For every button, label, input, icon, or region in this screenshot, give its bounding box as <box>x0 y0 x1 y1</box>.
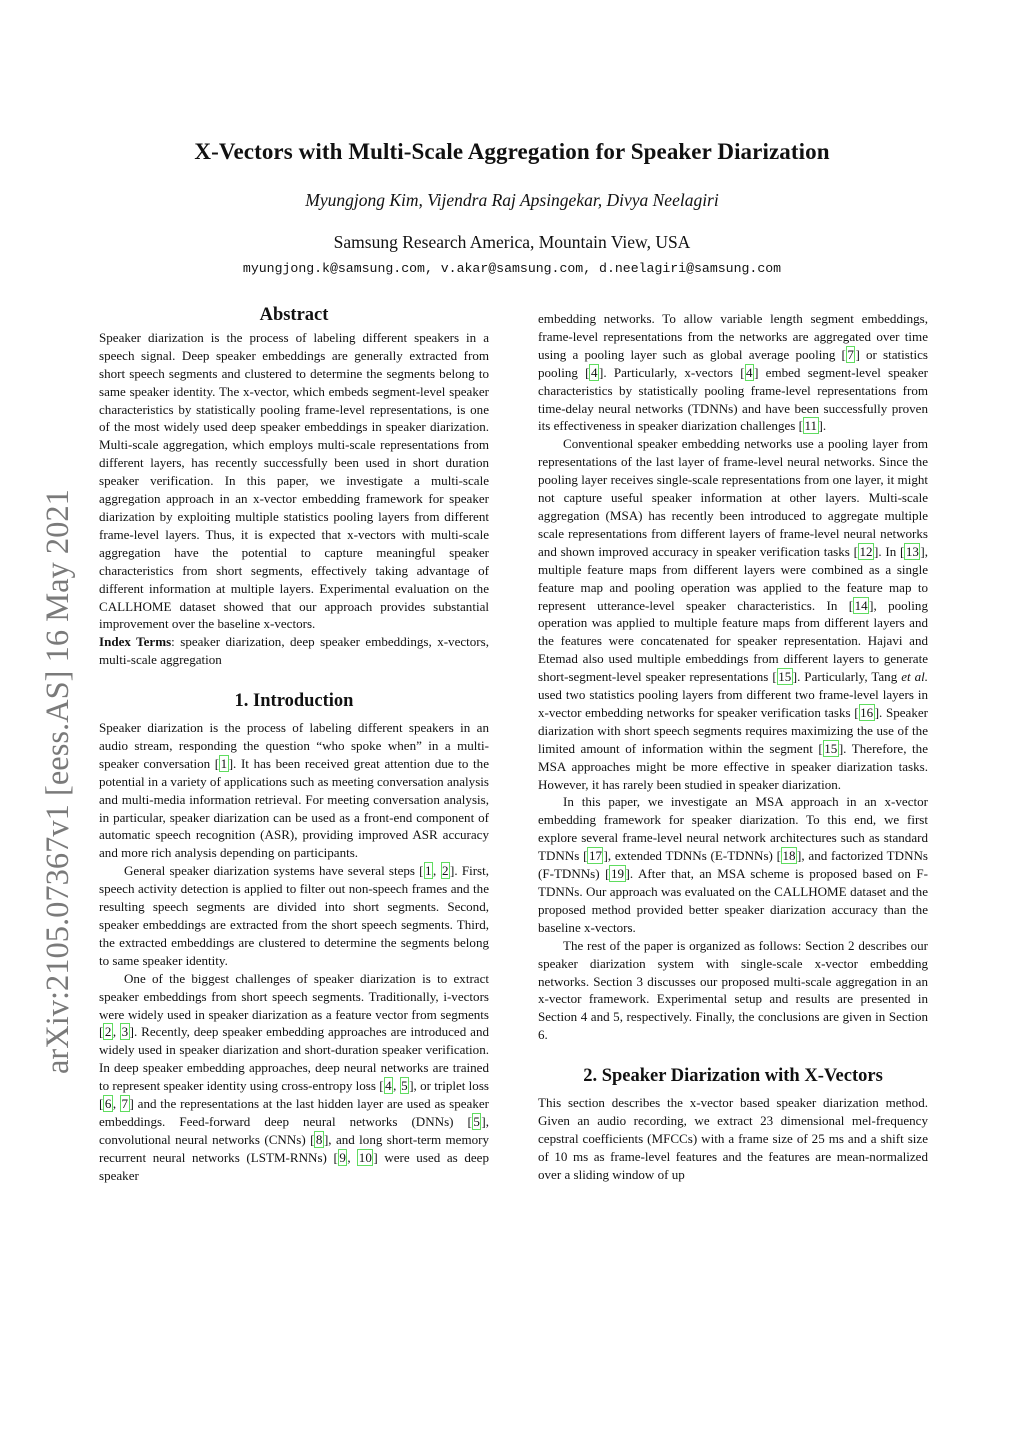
citation-link[interactable]: 4 <box>590 364 598 380</box>
citation-link[interactable]: 19 <box>610 866 625 882</box>
abstract-text: Speaker diarization is the process of labeling different speakers in a speech signal. Deep speaker embeddings are generally extracted from short speech segments and clustered to determine the segments belong to same speaker identity. The x-vector, which embeds segment-level speaker characteristics by statistically pooling frame-level representations, is one of the most widely used deep speaker embeddings in speaker diarization. Multi-scale aggregation, which employs multi-scale representations from different layers, has recently successfully been used in short duration speaker verification. In this paper, we investigate a multi-scale aggregation approach in an x-vector embedding framework for speaker diarization by exploiting multiple statistics pooling layers from different frame-level layers. Thus, it is expected that x-vectors with multi-scale aggregation have the potential to capture meaningful speaker characteristics from short segments, effectively taking advantage of different information at multiple layers. Experimental evaluation on the CALLHOME dataset showed that our approach provides substantial improvement over the baseline x-vectors. Index Terms: speaker diarization, deep speaker embeddings, x-vectors, multi-scale aggregation <box>99 329 489 668</box>
citation-link[interactable]: 5 <box>401 1078 408 1094</box>
intro-paragraph-1: Speaker diarization is the process of labeling different speakers in an audio stream, responding the question “who spoke when” in a multi-speaker conversation [ 1 ]. It has been received great attention due to the potential in a variety of applications such as meeting conversation analysis and multi-media information retrieval. For meeting conversation analysis, in particular, speaker diarization can be used as a front-end component of automatic speech recognition (ASR), providing improved ASR accuracy and more rich analysis depending on participants. <box>99 720 489 861</box>
citation-link[interactable]: 18 <box>782 848 796 864</box>
citation-link[interactable]: 6 <box>104 1096 112 1112</box>
left-column <box>99 307 489 1185</box>
arxiv-margin-stamp: arXiv:2105.07367v1 [eess.AS] 16 May 2021 <box>40 489 76 1074</box>
citation-link[interactable]: 9 <box>339 1149 346 1165</box>
citation-link[interactable]: 8 <box>315 1131 323 1147</box>
paper-title: X-Vectors with Multi-Scale Aggregation for Speaker Diarization <box>194 139 830 164</box>
citation-link[interactable]: 13 <box>905 543 919 559</box>
citation-link[interactable]: 1 <box>220 755 228 771</box>
citation-link[interactable]: 7 <box>121 1096 128 1112</box>
et-al-italic: et al. <box>901 669 928 685</box>
citation-link[interactable]: 12 <box>859 543 873 559</box>
intro-paragraph-7: The rest of the paper is organized as follows: Section 2 describes our speaker diarization system with single-scale x-vector embedding networks. Section 3 discusses our proposed multi-scale aggregation in an x-vector framework. Experimental setup and results are presented in Section 4 and 5, respectively. Finally, the conclusions are given in Section 6. <box>538 937 928 1043</box>
intro-paragraph-2: General speaker diarization systems have several steps [ 1 , 2 ]. First, speech activity detection is applied to filter out non-speech frames and the resulting speech segments are divided into short segments. Second, speaker embeddings are extracted from the short speech segments. Third, the extracted embeddings are clustered to determine the segments belong to same speaker identity. <box>99 863 490 968</box>
right-column <box>538 310 928 1184</box>
citation-link[interactable]: 4 <box>385 1078 392 1094</box>
abstract-heading: Abstract <box>259 305 329 325</box>
citation-link[interactable]: 4 <box>746 364 753 380</box>
citation-link[interactable]: 1 <box>425 863 432 879</box>
intro-paragraph-3: One of the biggest challenges of speaker diarization is to extract speaker embeddings from short speech segments. Traditionally, i-vectors were widely used in speaker diarization as a feature vector from segments [ 2 , 3 ]. Recently, deep speaker embedding approaches are introduced and widely used in speaker diarization and short-duration speaker verification. In deep speaker embedding approaches, deep neural networks are trained to represent speaker identity using cross-entropy loss [ 4 , 5 ], or triplet loss [ 6 , 7 ] and the representations at the last hidden layer are used as speaker embeddings. Feed-forward deep neural networks (DNNs) [ 5 ], convolutional neural networks (CNNs) [ 8 ], and long short-term memory recurrent neural networks (LSTM-RNNs) [ 9 , 10 ] were used as deep speaker <box>99 970 489 1183</box>
intro-paragraph-4: embedding networks. To allow variable length segment embeddings, frame-level representations from the networks are aggregated over time using a pooling layer such as global average pooling [ 7 ] or statistics pooling [ 4 ]. Particularly, x-vectors [ 4 ] embed segment-level speaker characteristics by statistically pooling frame-level representations from time-delay neural networks (TDNNs) and have been successfully proven its effectiveness in speaker diarization challenges [ 11 ]. <box>538 311 928 434</box>
paper-emails: myungjong.k@samsung.com, v.akar@samsung.com, d.neelagiri@samsung.com <box>242 261 782 276</box>
citation-link[interactable]: 5 <box>473 1113 480 1129</box>
citation-link[interactable]: 3 <box>121 1024 129 1040</box>
index-terms-text: : speaker diarization, deep speaker embeddings, x-vectors, multi-scale aggregation <box>99 634 489 668</box>
citation-link[interactable]: 2 <box>442 863 449 879</box>
citation-link[interactable]: 17 <box>588 848 602 864</box>
paper-affiliation: Samsung Research America, Mountain View, USA <box>333 232 691 252</box>
introduction-heading: 1. Introduction <box>234 691 354 712</box>
index-terms-label: Index Terms <box>99 634 172 650</box>
citation-link[interactable]: 11 <box>804 418 818 434</box>
citation-link[interactable]: 15 <box>824 740 838 756</box>
intro-paragraph-6: In this paper, we investigate an MSA approach in an x-vector embedding framework for speaker diarization. To this end, we first explore several frame-level neural network architectures such as standard TDNNs [ 17 ], extended TDNNs (E-TDNNs) [ 18 ], and factorized TDNNs (F-TDNNs) [ 19 ]. After that, an MSA scheme is proposed based on F-TDNNs. Our approach was evaluated on the CALLHOME dataset and the proposed method provided better speaker diarization accuracy than the baseline x-vectors. <box>538 794 928 935</box>
citation-link[interactable]: 7 <box>847 346 854 362</box>
citation-link[interactable]: 2 <box>104 1024 112 1040</box>
paper-authors: Myungjong Kim, Vijendra Raj Apsingekar, Divya Neelagiri <box>305 190 719 210</box>
citation-link[interactable]: 14 <box>854 597 868 613</box>
citation-link[interactable]: 10 <box>358 1149 372 1165</box>
intro-paragraph-5: Conventional speaker embedding networks use a pooling layer from representations of the last layer of frame-level neural networks. Since the pooling layer receives single-scale representations from one layer, it might not capture useful speaker information at other layers. Multi-scale aggregation (MSA) has recently been introduced to aggregate multiple scale representations from different layers of frame-level neural networks and shown improved accuracy in speaker verification tasks [ 12 ]. In [ 13 ], multiple feature maps from different layers were combined as a single feature map and pooling operation was applied to the feature map to represent utterance-level speaker characteristics. In [ 14 ], pooling operation was applied to multiple feature maps from different layers and the features were concatenated for speaker representation. Hajavi and Etemad also used multiple embeddings from different layers to generate short-segment-level speaker representations [ 15 ]. Particularly, Tang et al. used two statistics pooling layers from different two frame-level layers in x-vector embedding networks for speaker verification tasks [ 16 ]. Speaker diarization with short speech segments requires maximizing the use of the limited amount of information within the segment [ 15 ]. Therefore, the MSA approaches might be more effective in speaker diarization tasks. However, it has rarely been studied in speaker diarization. <box>538 436 928 792</box>
section-2-heading: 2. Speaker Diarization with X-Vectors <box>583 1066 883 1087</box>
citation-link[interactable]: 16 <box>860 704 874 720</box>
section-2-paragraph-1: This section describes the x-vector based speaker diarization method. Given an audio recording, we extract 23 dimensional mel-frequency cepstral coefficients (MFCCs) with a frame size of 25 ms and a shift size of 10 ms as frame-level features and the features are mean-normalized over a sliding window of up <box>538 1095 928 1182</box>
citation-link[interactable]: 15 <box>778 669 792 685</box>
